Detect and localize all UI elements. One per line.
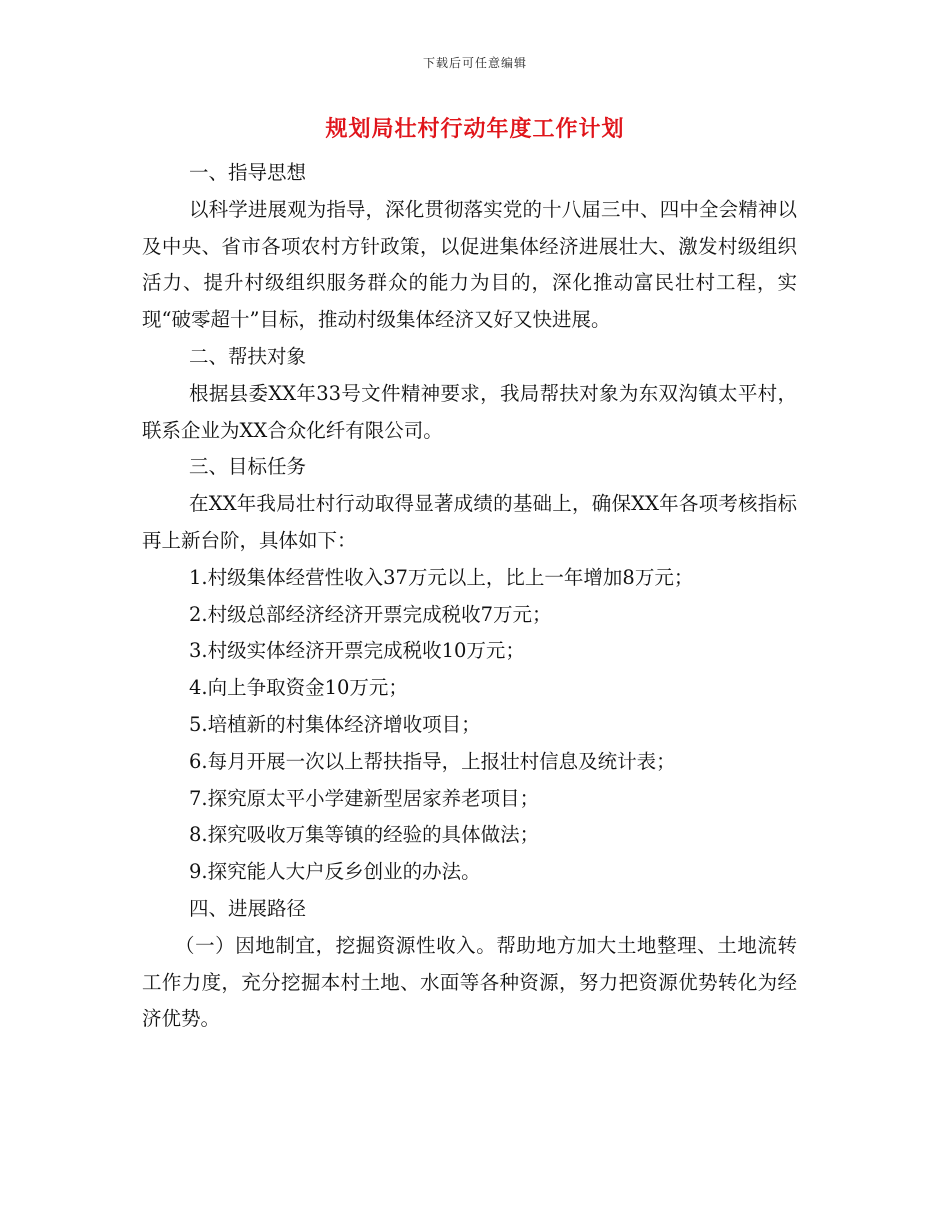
section-heading-3: 三、目标任务: [189, 455, 307, 479]
list-item: 4.向上争取资金10万元；: [189, 676, 408, 700]
list-item: 1.村级集体经营性收入37万元以上，比上一年增加8万元；: [189, 565, 694, 589]
list-item: 6.每月开展一次以上帮扶指导，上报壮村信息及统计表；: [189, 749, 676, 773]
list-item: 8.探究吸收万集等镇的经验的具体做法；: [189, 823, 540, 847]
section-heading-4: 四、进展路径: [189, 896, 307, 920]
paragraph-assistance-target: 根据县委XX年33号文件精神要求，我局帮扶对象为东双沟镇太平村，联系企业为XX合众化纤有限公司。: [142, 381, 797, 442]
section-heading-2: 二、帮扶对象: [189, 344, 307, 368]
list-item: 9.探究能人大户反乡创业的办法。: [189, 860, 481, 884]
document-body: [142, 155, 797, 1038]
list-item: 5.培植新的村集体经济增收项目；: [189, 712, 481, 736]
list-item: 7.探究原太平小学建新型居家养老项目；: [189, 786, 540, 810]
paragraph-goal-intro: 在XX年我局壮村行动取得显著成绩的基础上，确保XX年各项考核指标再上新台阶，具体如下：: [142, 492, 797, 552]
paragraph-guiding-thought: 以科学进展观为指导，深化贯彻落实党的十八届三中、四中全会精神以及中央、省市各项农村方针政策，以促进集体经济进展壮大、激发村级组织活力、提升村级组织服务群众的能力为目的，深化推动富民壮村工程，实现“破零超十”目标，推动村级集体经济又好又快进展。: [142, 197, 797, 332]
section-heading-1: 一、指导思想: [189, 161, 307, 184]
list-item: 3.村级实体经济开票完成税收10万元；: [189, 639, 525, 663]
paragraph-path-1: （一）因地制宜，挖掘资源性收入。帮助地方加大土地整理、土地流转工作力度，充分挖掘本村土地、水面等各种资源，努力把资源优势转化为经济优势。: [142, 933, 797, 1031]
list-item: 2.村级总部经济经济开票完成税收7万元；: [189, 602, 552, 626]
header-note: 下载后可任意编辑: [422, 56, 527, 70]
document-title: 规划局壮村行动年度工作计划: [325, 116, 625, 142]
